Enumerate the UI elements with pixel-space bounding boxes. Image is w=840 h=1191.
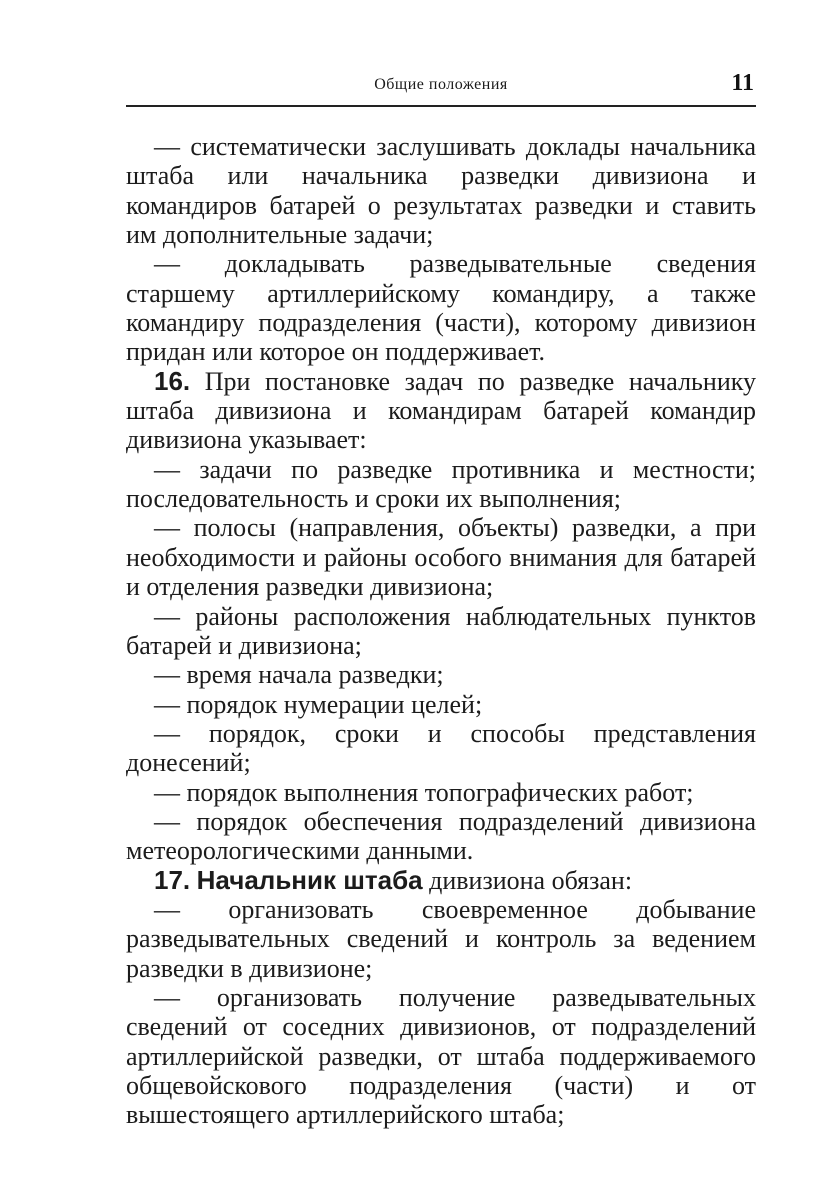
paragraph-text: — порядок обеспечения подразделений дивизиона метеорологическими данными. [126, 806, 756, 866]
paragraph-text: — порядок, сроки и способы представления донесений; [126, 718, 756, 778]
paragraph-text: — полосы (направления, объекты) разведки, а при необходимости и районы особого внимания для батарей и отделения разведки дивизиона; [126, 513, 756, 602]
paragraph-bullet [126, 719, 756, 778]
paragraph-bullet [126, 690, 756, 719]
paragraph-text: — районы расположения наблюдательных пунктов батарей и дивизиона; [126, 601, 756, 660]
paragraph-text: При постановке задач по разведке начальнику штаба дивизиона и командирам батарей командир дивизиона указывает: [126, 366, 757, 455]
paragraph-text: — систематически заслушивать доклады начальника штаба или начальника разведки дивизиона и командиров батарей о результатах разведки и ставить им дополнительные задачи; [126, 132, 756, 250]
paragraph-bullet [126, 602, 756, 661]
section-number: 17. [154, 864, 191, 895]
paragraph-bullet [126, 895, 756, 983]
running-head-title: Общие положения [374, 76, 508, 93]
section-lead: Начальник штаба [196, 864, 423, 895]
paragraph-text: — задачи по разведке противника и местности; последовательность и сроки их выполнения; [126, 454, 756, 514]
body-text [126, 132, 756, 1130]
paragraph-bullet [126, 778, 756, 807]
paragraph-text: — порядок выполнения топографических работ; [154, 777, 694, 807]
paragraph-text: — организовать получение разведывательных сведений от соседних дивизионов, от подразделений артиллерийской разведки, от штаба поддерживаемого общевойскового подразделения (части) и от вышестоящего артиллерийского штаба; [126, 982, 756, 1130]
paragraph-section-16 [126, 367, 756, 455]
paragraph-text: дивизиона обязан: [429, 865, 633, 895]
paragraph-text: — докладывать разведывательные сведения старшему артиллерийскому командиру, а также командиру подразделения (части), которому дивизион придан или которое он поддерживает. [126, 249, 756, 367]
header-rule [126, 105, 756, 107]
section-number: 16. [154, 365, 191, 396]
paragraph-bullet [126, 513, 756, 601]
paragraph-text: — порядок нумерации целей; [154, 689, 483, 719]
paragraph-section-17 [126, 866, 756, 895]
paragraph-bullet [126, 807, 756, 866]
page-header [126, 72, 756, 102]
paragraph-bullet [126, 660, 756, 689]
paragraph-text: — время начала разведки; [154, 660, 444, 690]
page-number: 11 [731, 70, 754, 96]
paragraph-bullet [126, 983, 756, 1130]
paragraph-text: — организовать своевременное добывание разведывательных сведений и контроль за ведением разведки в дивизионе; [126, 894, 756, 983]
paragraph-bullet [126, 132, 756, 249]
paragraph-bullet [126, 455, 756, 514]
paragraph-bullet [126, 249, 756, 366]
